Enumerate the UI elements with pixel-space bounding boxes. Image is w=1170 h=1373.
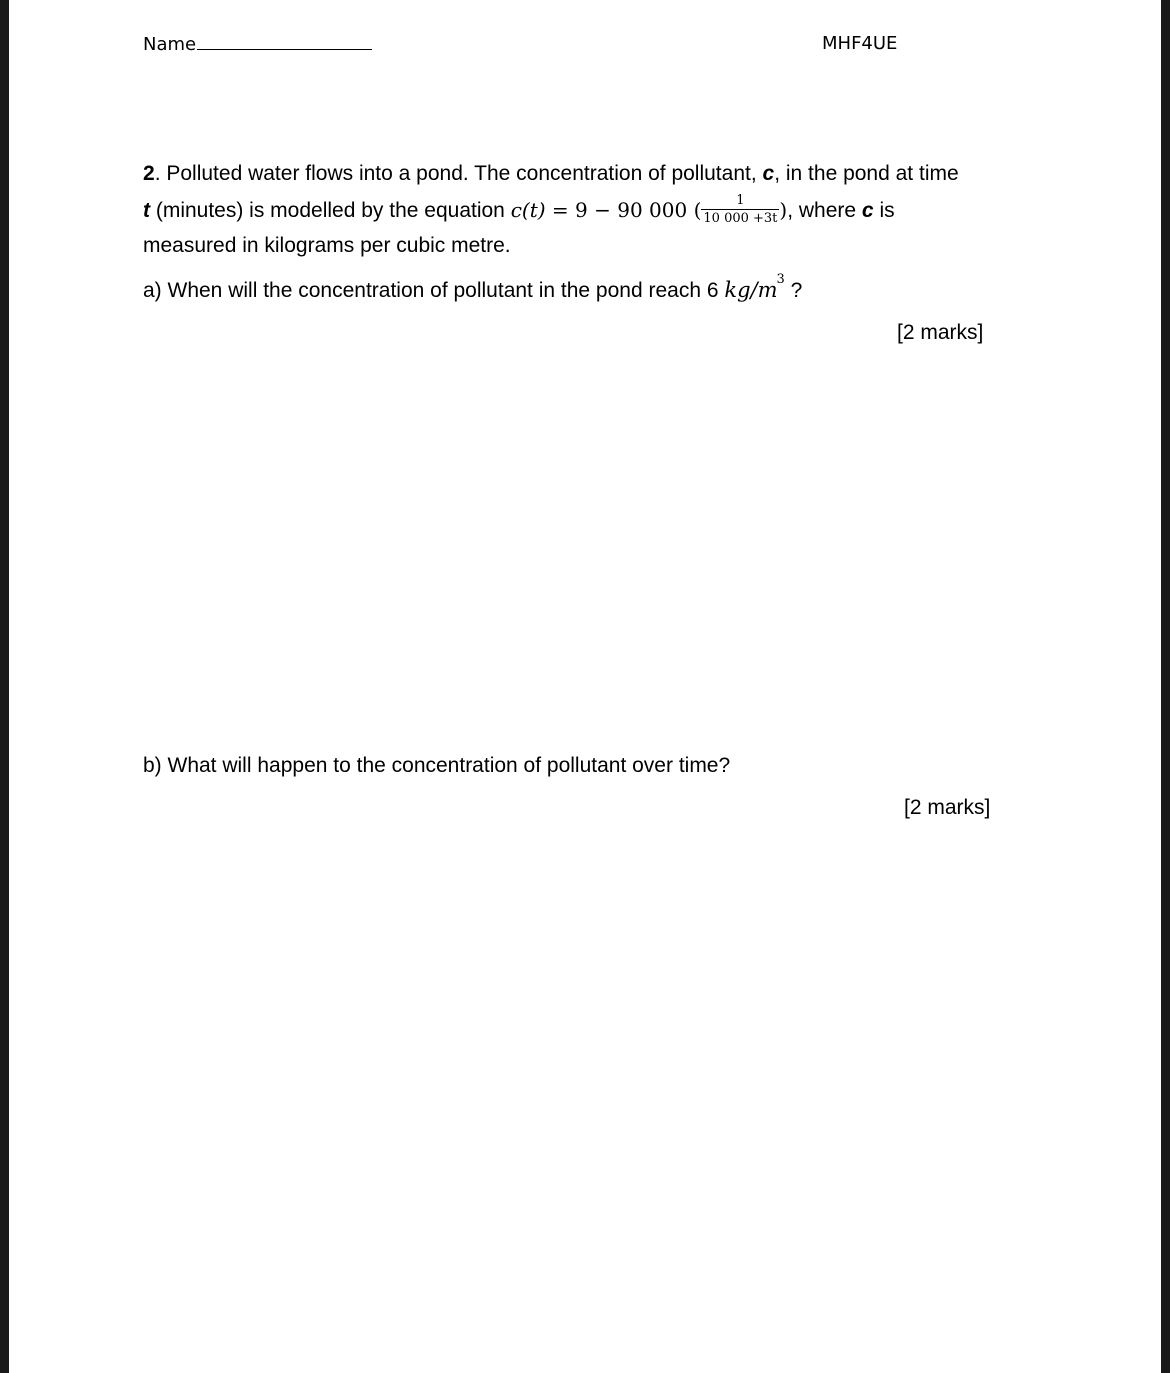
part-b-marks: [2 marks] — [904, 796, 991, 819]
question-line-1: 2. Polluted water flows into a pond. The concentration of pollutant, c, in the pond at time — [143, 162, 959, 185]
part-a-marks: [2 marks] — [897, 321, 984, 344]
question-line-3: measured in kilograms per cubic metre. — [143, 234, 511, 257]
name-field — [143, 33, 372, 55]
name-label: Name — [143, 34, 197, 55]
part-b-question: b) What will happen to the concentration of pollutant over time? — [143, 754, 731, 777]
name-blank-line — [197, 33, 372, 50]
course-code: MHF4UE — [822, 33, 898, 54]
unit-exponent: 3 — [776, 272, 785, 287]
fraction-denominator: 10 000 +3t — [703, 211, 778, 226]
equation-fraction — [701, 194, 779, 225]
part-a-question: a) When will the concentration of pollutant in the pond reach 6 $kg/m^3$ ? — [143, 272, 803, 302]
worksheet-page — [9, 0, 1161, 1373]
question-line-2: t (minutes) is modelled by the equation c(t) = 9 − 90 000 ( $\frac{1}{10 000 +3t}$ ), where c is — [143, 193, 895, 226]
question-number: 2 — [143, 162, 155, 185]
variable-c-2: c — [861, 199, 874, 222]
fraction-numerator: 1 — [736, 193, 745, 208]
unit-kg-per-m: kg/m — [724, 278, 778, 302]
variable-t: t — [143, 199, 150, 222]
equation: c(t) = 9 − 90 000 ( $\frac{1}{10 000 +3t}$ ) — [510, 193, 788, 226]
question-2 — [143, 156, 1043, 264]
variable-c: c — [762, 162, 775, 185]
